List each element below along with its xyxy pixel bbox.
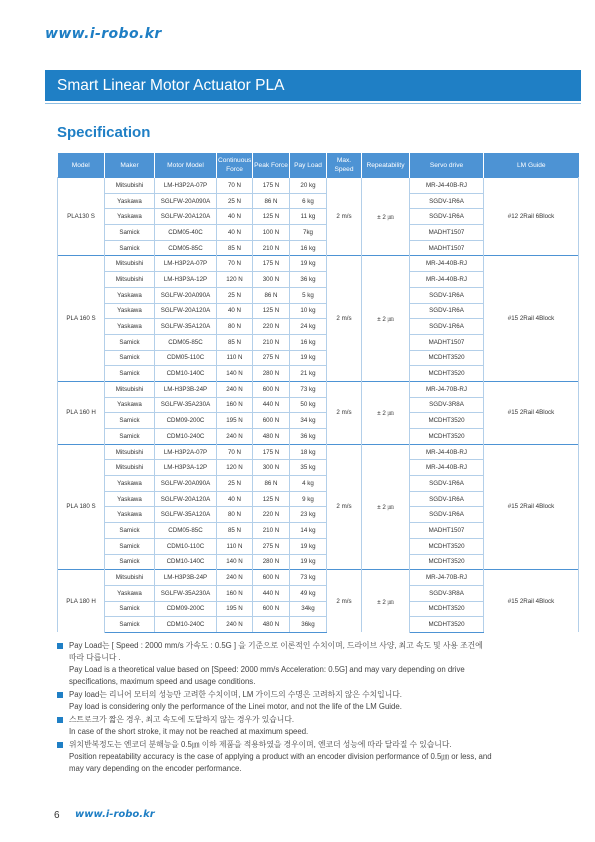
peak-force-cell: 600 N: [253, 413, 290, 429]
peak-force-cell: 440 N: [253, 585, 290, 601]
peak-force-cell: 440 N: [253, 397, 290, 413]
servo-drive-cell: SGDV-3R8A: [410, 585, 484, 601]
pay-load-cell: 49 kg: [290, 585, 327, 601]
max-speed-cell: 2 m/s: [327, 381, 362, 444]
maker-cell: Samick: [105, 601, 155, 617]
motor-model-cell: SGLFW-20A120A: [155, 209, 217, 225]
servo-drive-cell: MR-J4-40B-RJ: [410, 460, 484, 476]
motor-model-cell: CDM10-240C: [155, 617, 217, 633]
peak-force-cell: 210 N: [253, 523, 290, 539]
servo-drive-cell: MR-J4-40B-RJ: [410, 444, 484, 460]
continuous-force-cell: 40 N: [217, 491, 253, 507]
maker-cell: Samick: [105, 413, 155, 429]
servo-drive-cell: MADHT1507: [410, 225, 484, 241]
peak-force-cell: 100 N: [253, 225, 290, 241]
maker-cell: Mitsubishi: [105, 178, 155, 194]
maker-cell: Yaskawa: [105, 319, 155, 335]
pay-load-cell: 36kg: [290, 617, 327, 633]
continuous-force-cell: 70 N: [217, 256, 253, 272]
maker-cell: Samick: [105, 225, 155, 241]
motor-model-cell: SGLFW-20A120A: [155, 491, 217, 507]
pay-load-cell: 20 kg: [290, 178, 327, 194]
section-title: Specification: [57, 124, 151, 141]
maker-cell: Yaskawa: [105, 209, 155, 225]
col-header-model: Model: [58, 153, 105, 178]
maker-cell: Samick: [105, 366, 155, 382]
max-speed-cell: 2 m/s: [327, 178, 362, 256]
note-line: Pay load는 리니어 모터의 성능만 고려한 수치이며, LM 가이드의 수명은 고려하지 않은 수치입니다.: [69, 690, 402, 699]
spec-table-body: [58, 178, 579, 633]
peak-force-cell: 600 N: [253, 601, 290, 617]
maker-cell: Mitsubishi: [105, 381, 155, 397]
pay-load-cell: 7kg: [290, 225, 327, 241]
note-line: Pay load is considering only the performance of the Linei motor, and not the life of the LM Guide.: [69, 702, 402, 711]
maker-cell: Mitsubishi: [105, 272, 155, 288]
motor-model-cell: CDM10-140C: [155, 366, 217, 382]
note-line: 스트로크가 짧은 경우, 최고 속도에 도달하지 않는 경우가 있습니다.: [69, 715, 295, 724]
table-row: [58, 570, 579, 586]
pay-load-cell: 5 kg: [290, 287, 327, 303]
peak-force-cell: 275 N: [253, 350, 290, 366]
maker-cell: Yaskawa: [105, 476, 155, 492]
pay-load-cell: 73 kg: [290, 381, 327, 397]
pay-load-cell: 19 kg: [290, 350, 327, 366]
page-number: 6: [54, 810, 60, 821]
repeatability-cell: ± 2 ㎛: [362, 256, 410, 382]
note-item: [57, 714, 577, 738]
model-cell: PLA130 S: [58, 178, 105, 256]
motor-model-cell: SGLFW-20A090A: [155, 476, 217, 492]
peak-force-cell: 175 N: [253, 256, 290, 272]
pay-load-cell: 16 kg: [290, 334, 327, 350]
servo-drive-cell: SGDV-3R8A: [410, 397, 484, 413]
peak-force-cell: 275 N: [253, 538, 290, 554]
col-header-repeatability: Repeatability: [362, 153, 410, 178]
maker-cell: Yaskawa: [105, 585, 155, 601]
maker-cell: Mitsubishi: [105, 460, 155, 476]
continuous-force-cell: 140 N: [217, 366, 253, 382]
continuous-force-cell: 70 N: [217, 444, 253, 460]
peak-force-cell: 86 N: [253, 476, 290, 492]
continuous-force-cell: 85 N: [217, 334, 253, 350]
title-divider: [45, 103, 581, 104]
note-line: may vary depending on the encoder performance.: [69, 764, 242, 773]
continuous-force-cell: 160 N: [217, 397, 253, 413]
peak-force-cell: 300 N: [253, 460, 290, 476]
peak-force-cell: 220 N: [253, 319, 290, 335]
lm-guide-cell: #15 2Rail 4Block: [484, 444, 579, 570]
peak-force-cell: 600 N: [253, 381, 290, 397]
continuous-force-cell: 80 N: [217, 507, 253, 523]
continuous-force-cell: 25 N: [217, 287, 253, 303]
servo-drive-cell: SGDV-1R6A: [410, 319, 484, 335]
continuous-force-cell: 120 N: [217, 272, 253, 288]
peak-force-cell: 125 N: [253, 303, 290, 319]
servo-drive-cell: MADHT1507: [410, 334, 484, 350]
maker-cell: Yaskawa: [105, 303, 155, 319]
table-row: [58, 256, 579, 272]
peak-force-cell: 210 N: [253, 240, 290, 256]
motor-model-cell: CDM05-85C: [155, 334, 217, 350]
servo-drive-cell: MADHT1507: [410, 240, 484, 256]
servo-drive-cell: SGDV-1R6A: [410, 476, 484, 492]
square-bullet-icon: [57, 717, 63, 723]
peak-force-cell: 480 N: [253, 429, 290, 445]
pay-load-cell: 34kg: [290, 601, 327, 617]
continuous-force-cell: 240 N: [217, 617, 253, 633]
col-header-continuous-force: Continuous Force: [217, 153, 253, 178]
servo-drive-cell: MADHT1507: [410, 523, 484, 539]
maker-cell: Samick: [105, 240, 155, 256]
servo-drive-cell: MCDHT3520: [410, 413, 484, 429]
peak-force-cell: 86 N: [253, 287, 290, 303]
motor-model-cell: SGLFW-35A120A: [155, 319, 217, 335]
continuous-force-cell: 195 N: [217, 413, 253, 429]
continuous-force-cell: 40 N: [217, 225, 253, 241]
note-item: [57, 689, 577, 713]
servo-drive-cell: MR-J4-70B-RJ: [410, 381, 484, 397]
pay-load-cell: 35 kg: [290, 460, 327, 476]
pay-load-cell: 9 kg: [290, 491, 327, 507]
maker-cell: Samick: [105, 523, 155, 539]
servo-drive-cell: MR-J4-40B-RJ: [410, 178, 484, 194]
model-cell: PLA 180 S: [58, 444, 105, 570]
lm-guide-cell: #12 2Rail 6Block: [484, 178, 579, 256]
col-header-servo-drive: Servo drive: [410, 153, 484, 178]
peak-force-cell: 280 N: [253, 554, 290, 570]
continuous-force-cell: 85 N: [217, 523, 253, 539]
peak-force-cell: 175 N: [253, 444, 290, 460]
servo-drive-cell: SGDV-1R6A: [410, 287, 484, 303]
servo-drive-cell: MR-J4-70B-RJ: [410, 570, 484, 586]
maker-cell: Mitsubishi: [105, 444, 155, 460]
continuous-force-cell: 160 N: [217, 585, 253, 601]
motor-model-cell: LM-H3P2A-07P: [155, 444, 217, 460]
motor-model-cell: SGLFW-20A090A: [155, 193, 217, 209]
note-line: Position repeatability accuracy is the case of applying a product with an encoder division performance of 0.5㎛ or less, and: [69, 752, 492, 761]
motor-model-cell: SGLFW-20A090A: [155, 287, 217, 303]
col-header-peak-force: Peak Force: [253, 153, 290, 178]
pay-load-cell: 36 kg: [290, 272, 327, 288]
pay-load-cell: 19 kg: [290, 256, 327, 272]
pay-load-cell: 19 kg: [290, 554, 327, 570]
continuous-force-cell: 195 N: [217, 601, 253, 617]
pay-load-cell: 50 kg: [290, 397, 327, 413]
maker-cell: Yaskawa: [105, 507, 155, 523]
pay-load-cell: 10 kg: [290, 303, 327, 319]
max-speed-cell: 2 m/s: [327, 444, 362, 570]
motor-model-cell: SGLFW-35A120A: [155, 507, 217, 523]
pay-load-cell: 73 kg: [290, 570, 327, 586]
pay-load-cell: 14 kg: [290, 523, 327, 539]
note-line: Pay Load is a theoretical value based on [Speed: 2000 mm/s Acceleration: 0.5G] and may vary depending on drive: [69, 665, 465, 674]
pay-load-cell: 24 kg: [290, 319, 327, 335]
pay-load-cell: 18 kg: [290, 444, 327, 460]
motor-model-cell: LM-H3P3A-12P: [155, 460, 217, 476]
peak-force-cell: 480 N: [253, 617, 290, 633]
motor-model-cell: SGLFW-35A230A: [155, 585, 217, 601]
maker-cell: Yaskawa: [105, 287, 155, 303]
motor-model-cell: CDM10-240C: [155, 429, 217, 445]
square-bullet-icon: [57, 692, 63, 698]
peak-force-cell: 600 N: [253, 570, 290, 586]
note-item: [57, 640, 577, 688]
maker-cell: Samick: [105, 554, 155, 570]
maker-cell: Yaskawa: [105, 397, 155, 413]
maker-cell: Samick: [105, 350, 155, 366]
motor-model-cell: SGLFW-35A230A: [155, 397, 217, 413]
motor-model-cell: SGLFW-20A120A: [155, 303, 217, 319]
continuous-force-cell: 120 N: [217, 460, 253, 476]
motor-model-cell: CDM09-200C: [155, 601, 217, 617]
motor-model-cell: CDM09-200C: [155, 413, 217, 429]
max-speed-cell: 2 m/s: [327, 256, 362, 382]
product-title-bar: [45, 70, 581, 101]
peak-force-cell: 125 N: [253, 209, 290, 225]
servo-drive-cell: MCDHT3520: [410, 554, 484, 570]
spec-table-header: [58, 153, 579, 178]
servo-drive-cell: MR-J4-40B-RJ: [410, 272, 484, 288]
pay-load-cell: 19 kg: [290, 538, 327, 554]
peak-force-cell: 280 N: [253, 366, 290, 382]
note-line: Pay Load는 [ Speed : 2000 mm/s 가속도 : 0.5G ] 을 기준으로 이론적인 수치이며, 드라이브 사양, 최고 속도 및 사용 조건에: [69, 641, 483, 650]
col-header-lm-guide: LM Guide: [484, 153, 579, 178]
pay-load-cell: 21 kg: [290, 366, 327, 382]
servo-drive-cell: MCDHT3520: [410, 617, 484, 633]
peak-force-cell: 125 N: [253, 491, 290, 507]
peak-force-cell: 175 N: [253, 178, 290, 194]
lm-guide-cell: #15 2Rail 4Block: [484, 256, 579, 382]
pay-load-cell: 6 kg: [290, 193, 327, 209]
notes: [57, 640, 577, 776]
servo-drive-cell: MCDHT3520: [410, 429, 484, 445]
motor-model-cell: CDM10-110C: [155, 538, 217, 554]
motor-model-cell: LM-H3P3B-24P: [155, 570, 217, 586]
square-bullet-icon: [57, 742, 63, 748]
peak-force-cell: 86 N: [253, 193, 290, 209]
servo-drive-cell: SGDV-1R6A: [410, 209, 484, 225]
col-header-maker: Maker: [105, 153, 155, 178]
peak-force-cell: 220 N: [253, 507, 290, 523]
servo-drive-cell: MCDHT3520: [410, 601, 484, 617]
model-cell: PLA 160 S: [58, 256, 105, 382]
note-line: 위치반복정도는 엔코더 분해능을 0.5㎛ 이하 제품을 적용하였을 경우이며, 엔코더 성능에 따라 달라질 수 있습니다.: [69, 740, 452, 749]
pay-load-cell: 34 kg: [290, 413, 327, 429]
pay-load-cell: 23 kg: [290, 507, 327, 523]
lm-guide-cell: #15 2Rail 4Block: [484, 570, 579, 633]
motor-model-cell: LM-H3P3B-24P: [155, 381, 217, 397]
continuous-force-cell: 25 N: [217, 476, 253, 492]
site-url[interactable]: www.i-robo.kr: [45, 26, 162, 42]
continuous-force-cell: 110 N: [217, 538, 253, 554]
continuous-force-cell: 25 N: [217, 193, 253, 209]
note-item: [57, 739, 577, 775]
footer-url[interactable]: www.i-robo.kr: [75, 809, 155, 820]
continuous-force-cell: 85 N: [217, 240, 253, 256]
repeatability-cell: ± 2 ㎛: [362, 178, 410, 256]
peak-force-cell: 210 N: [253, 334, 290, 350]
maker-cell: Mitsubishi: [105, 256, 155, 272]
servo-drive-cell: SGDV-1R6A: [410, 193, 484, 209]
pay-load-cell: 11 kg: [290, 209, 327, 225]
servo-drive-cell: SGDV-1R6A: [410, 491, 484, 507]
servo-drive-cell: MCDHT3520: [410, 350, 484, 366]
col-header-motor-model: Motor Model: [155, 153, 217, 178]
maker-cell: Mitsubishi: [105, 570, 155, 586]
continuous-force-cell: 140 N: [217, 554, 253, 570]
square-bullet-icon: [57, 643, 63, 649]
motor-model-cell: CDM05-40C: [155, 225, 217, 241]
note-line: specifications, maximum speed and usage conditions.: [69, 677, 256, 686]
servo-drive-cell: MR-J4-40B-RJ: [410, 256, 484, 272]
lm-guide-cell: #15 2Rail 4Block: [484, 381, 579, 444]
continuous-force-cell: 40 N: [217, 209, 253, 225]
motor-model-cell: LM-H3P2A-07P: [155, 256, 217, 272]
servo-drive-cell: MCDHT3520: [410, 366, 484, 382]
continuous-force-cell: 240 N: [217, 570, 253, 586]
continuous-force-cell: 80 N: [217, 319, 253, 335]
max-speed-cell: 2 m/s: [327, 570, 362, 633]
col-header-pay-load: Pay Load: [290, 153, 327, 178]
maker-cell: Yaskawa: [105, 491, 155, 507]
repeatability-cell: ± 2 ㎛: [362, 570, 410, 633]
product-title: Smart Linear Motor Actuator PLA: [57, 77, 285, 94]
repeatability-cell: ± 2 ㎛: [362, 381, 410, 444]
servo-drive-cell: SGDV-1R6A: [410, 303, 484, 319]
motor-model-cell: CDM10-140C: [155, 554, 217, 570]
motor-model-cell: CDM05-85C: [155, 240, 217, 256]
model-cell: PLA 160 H: [58, 381, 105, 444]
table-row: [58, 444, 579, 460]
continuous-force-cell: 70 N: [217, 178, 253, 194]
maker-cell: Samick: [105, 617, 155, 633]
pay-load-cell: 36 kg: [290, 429, 327, 445]
motor-model-cell: LM-H3P3A-12P: [155, 272, 217, 288]
motor-model-cell: CDM05-85C: [155, 523, 217, 539]
maker-cell: Yaskawa: [105, 193, 155, 209]
peak-force-cell: 300 N: [253, 272, 290, 288]
model-cell: PLA 180 H: [58, 570, 105, 633]
table-row: [58, 381, 579, 397]
note-line: In case of the short stroke, it may not be reached at maximum speed.: [69, 727, 309, 736]
maker-cell: Samick: [105, 429, 155, 445]
servo-drive-cell: SGDV-1R6A: [410, 507, 484, 523]
col-header-max-speed: Max. Speed: [327, 153, 362, 178]
continuous-force-cell: 240 N: [217, 429, 253, 445]
repeatability-cell: ± 2 ㎛: [362, 444, 410, 570]
spec-table: [57, 153, 579, 633]
motor-model-cell: LM-H3P2A-07P: [155, 178, 217, 194]
pay-load-cell: 16 kg: [290, 240, 327, 256]
pay-load-cell: 4 kg: [290, 476, 327, 492]
continuous-force-cell: 110 N: [217, 350, 253, 366]
motor-model-cell: CDM05-110C: [155, 350, 217, 366]
table-row: [58, 178, 579, 194]
note-line: 따라 다릅니다 .: [69, 653, 121, 662]
continuous-force-cell: 240 N: [217, 381, 253, 397]
continuous-force-cell: 40 N: [217, 303, 253, 319]
maker-cell: Samick: [105, 334, 155, 350]
servo-drive-cell: MCDHT3520: [410, 538, 484, 554]
maker-cell: Samick: [105, 538, 155, 554]
